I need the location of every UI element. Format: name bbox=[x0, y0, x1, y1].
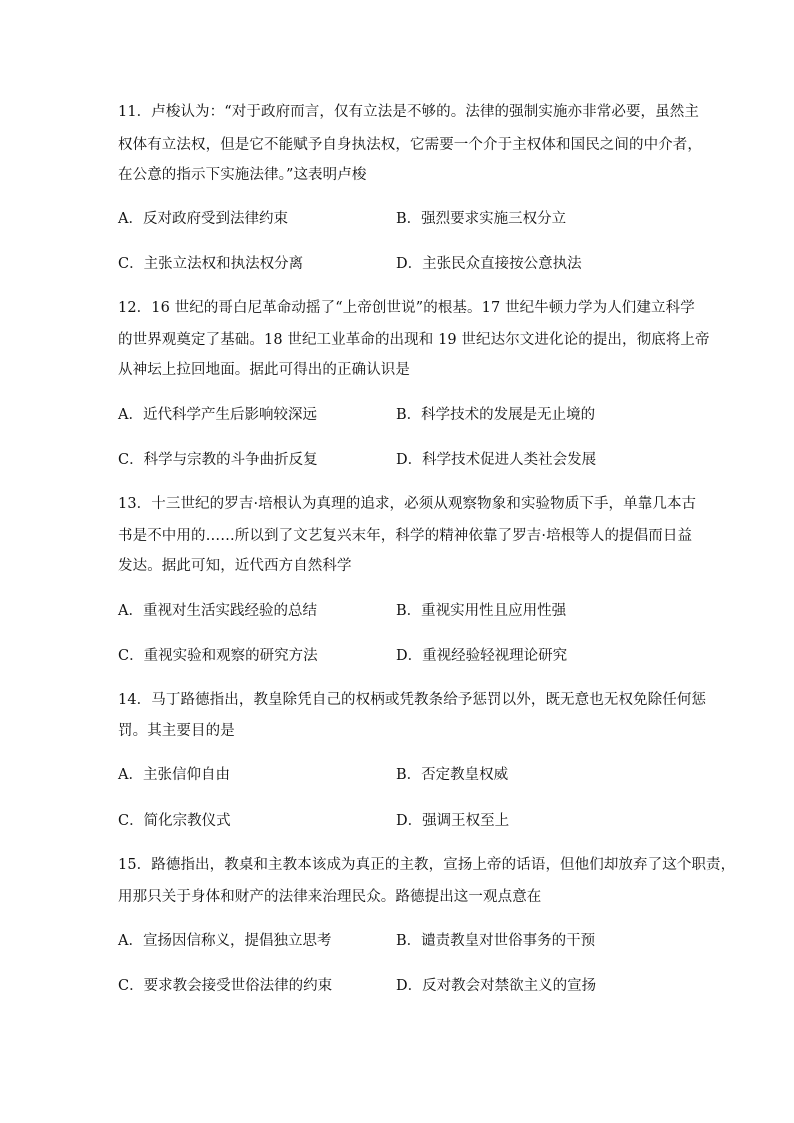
question-11-line-1: 11．卢梭认为：“对于政府而言，仅有立法是不够的。法律的强制实施亦非常必要，虽然主 bbox=[118, 104, 699, 120]
question-14-option-b: B．否定教皇权威 bbox=[396, 767, 509, 783]
question-13-option-c: C．重视实验和观察的研究方法 bbox=[118, 648, 318, 664]
question-12-option-b: B．科学技术的发展是无止境的 bbox=[396, 407, 596, 423]
question-15-line-2: 用那只关于身体和财产的法律来治理民众。路德提出这一观点意在 bbox=[118, 889, 542, 905]
question-12-line-2: 的世界观奠定了基础。18 世纪工业革命的出现和 19 世纪达尔文进化论的提出，彻底将上帝 bbox=[118, 332, 710, 348]
question-13-option-b: B．重视实用性且应用性强 bbox=[396, 603, 567, 619]
question-11-option-d: D．主张民众直接按公意执法 bbox=[396, 256, 582, 272]
question-13-line-2: 书是不中用的……所以到了文艺复兴末年，科学的精神依靠了罗吉·培根等人的提倡而日益 bbox=[118, 528, 693, 544]
question-13-option-d: D．重视经验轻视理论研究 bbox=[396, 648, 568, 664]
question-11-option-b: B．强烈要求实施三权分立 bbox=[396, 211, 567, 227]
question-15-option-b: B．谴责教皇对世俗事务的干预 bbox=[396, 933, 596, 949]
question-12-line-1: 12．16 世纪的哥白尼革命动摇了“上帝创世说”的根基。17 世纪牛顿力学为人们建立科学 bbox=[118, 300, 695, 316]
question-14-line-1: 14．马丁路德指出，教皇除凭自己的权柄或凭教条给予惩罚以外，既无意也无权免除任何惩 bbox=[118, 692, 707, 708]
question-15-line-1: 15．路德指出，教桌和主教本该成为真正的主教，宣扬上帝的话语，但他们却放弃了这个职责， bbox=[118, 857, 736, 873]
question-11-line-2: 权体有立法权，但是它不能赋予自身执法权，它需要一个介于主权体和国民之间的中介者， bbox=[118, 137, 702, 153]
question-14-line-2: 罚。其主要目的是 bbox=[118, 723, 235, 739]
question-14-option-c: C．简化宗教仪式 bbox=[118, 813, 231, 829]
question-12-option-c: C．科学与宗教的斗争曲折反复 bbox=[118, 452, 318, 468]
question-13-option-a: A．重视对生活实践经验的总结 bbox=[118, 603, 317, 619]
question-14-option-a: A．主张信仰自由 bbox=[118, 767, 230, 783]
question-11-option-a: A．反对政府受到法律约束 bbox=[118, 211, 288, 227]
question-13-line-1: 13．十三世纪的罗吉·培根认为真理的追求，必须从观察物象和实验物质下手，单靠几本古 bbox=[118, 496, 697, 512]
question-13-line-3: 发达。据此可知，近代西方自然科学 bbox=[118, 558, 352, 574]
question-12-option-a: A．近代科学产生后影响较深远 bbox=[118, 407, 317, 423]
question-15-option-c: C．要求教会接受世俗法律的约束 bbox=[118, 978, 333, 994]
question-15-option-d: D．反对教会对禁欲主义的宣扬 bbox=[396, 978, 597, 994]
question-11-line-3: 在公意的指示下实施法律。”这表明卢梭 bbox=[118, 167, 367, 183]
question-15-option-a: A．宣扬因信称义，提倡独立思考 bbox=[118, 933, 332, 949]
question-12-line-3: 从神坛上拉回地面。据此可得出的正确认识是 bbox=[118, 362, 410, 378]
question-14-option-d: D．强调王权至上 bbox=[396, 813, 510, 829]
question-12-option-d: D．科学技术促进人类社会发展 bbox=[396, 452, 597, 468]
question-11-option-c: C．主张立法权和执法权分离 bbox=[118, 256, 304, 272]
